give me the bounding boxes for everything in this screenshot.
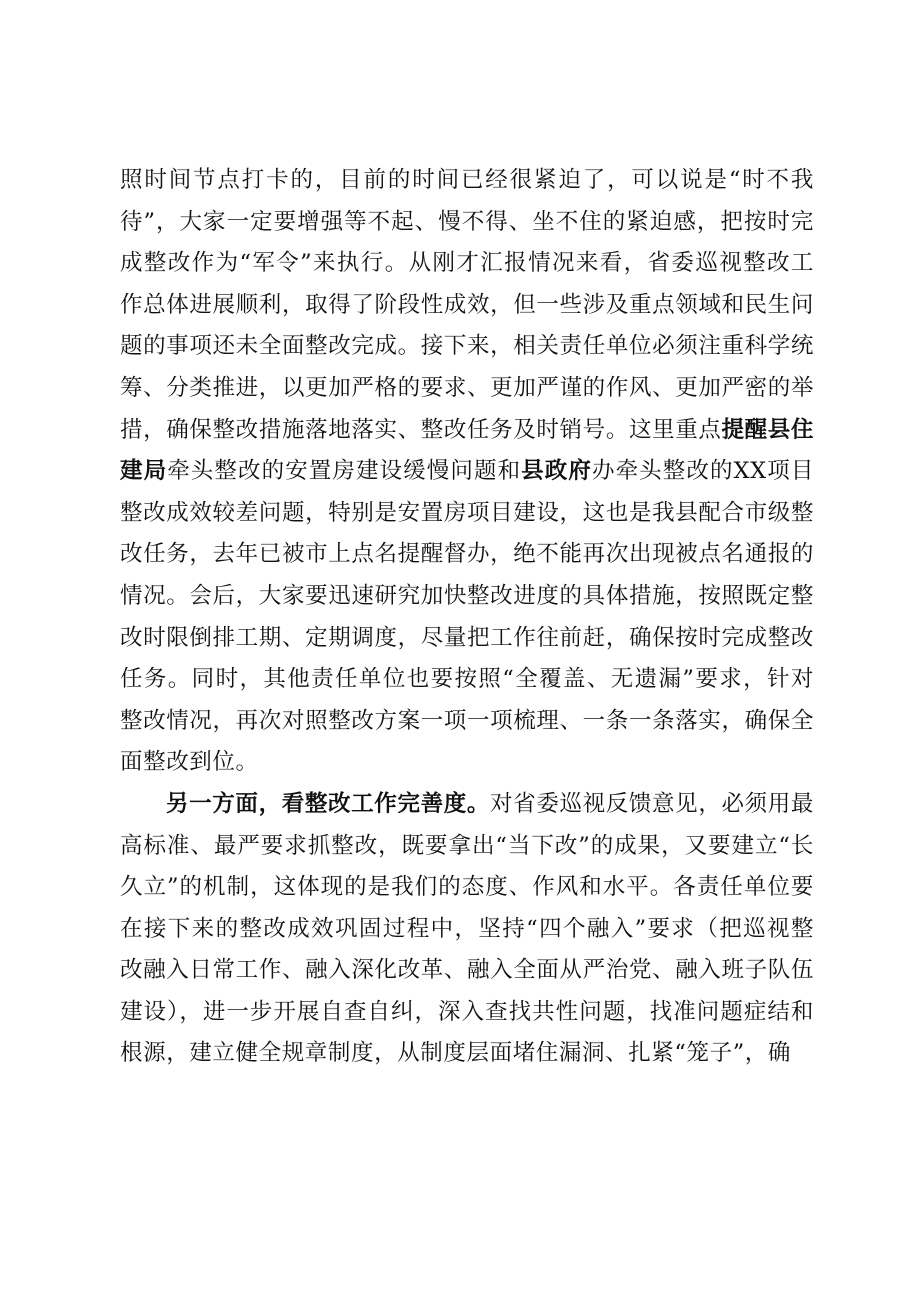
paragraph-text: 照时间节点打卡的，目前的时间已经很紧迫了，可以说是“时不我待”，大家一定要增强等不起、慢不得、坐不住的紧迫感，把按时完成整改作为“军令”来执行。从刚才汇报情况来看，省委巡视整改工作总体进展顺利，取得了阶段性成效，但一些涉及重点领域和民生问题的事项还未全面整改完成。接下来，相关责任单位必须注重科学统筹、分类推进，以更加严格的要求、更加严谨的作风、更加严密的举措，确保整改措施落地落实、整改任务及时销号。这里重点: [120, 167, 814, 443]
bold-phrase-county-housing-bureau: 提醒县住建局: [120, 416, 814, 485]
paragraph-text: 对省委巡视反馈意见，必须用最高标准、最严要求抓整改，既要拿出“当下改”的成果，又要建立“长久立”的机制，这体现的是我们的态度、作风和水平。各责任单位要在接下来的整改成效巩固过程中，坚持“四个融入”要求（把巡视整改融入日常工作、融入深化改革、融入全面从严治党、融入班子队伍建设），进一步开展自查自纠，深入查找共性问题，找准问题症结和根源，建立健全规章制度，从制度层面堵住漏洞、扎紧“笼子”，确: [120, 790, 815, 1067]
paragraph-rectification-completeness: [120, 784, 814, 1075]
paragraph-text: 牵头整改的安置房建设缓慢问题和: [167, 458, 522, 485]
bold-phrase-county-government: 县政府: [521, 458, 592, 485]
document-body: [120, 160, 814, 1075]
paragraph-text: 办牵头整改的XX项目整改成效较差问题，特别是安置房项目建设，这也是我县配合市级整改任务，去年已被市上点名提醒督办，绝不能再次出现被点名通报的情况。会后，大家要迅速研究加快整改进度的具体措施，按照既定整改时限倒排工期、定期调度，尽量把工作往前赶，确保按时完成整改任务。同时，其他责任单位也要按照“全覆盖、无遗漏”要求，针对整改情况，再次对照整改方案一项一项梳理、一条一条落实，确保全面整改到位。: [120, 458, 814, 776]
paragraph-heading: 另一方面，看整改工作完善度。: [166, 790, 491, 817]
paragraph-continuation: [120, 160, 814, 784]
